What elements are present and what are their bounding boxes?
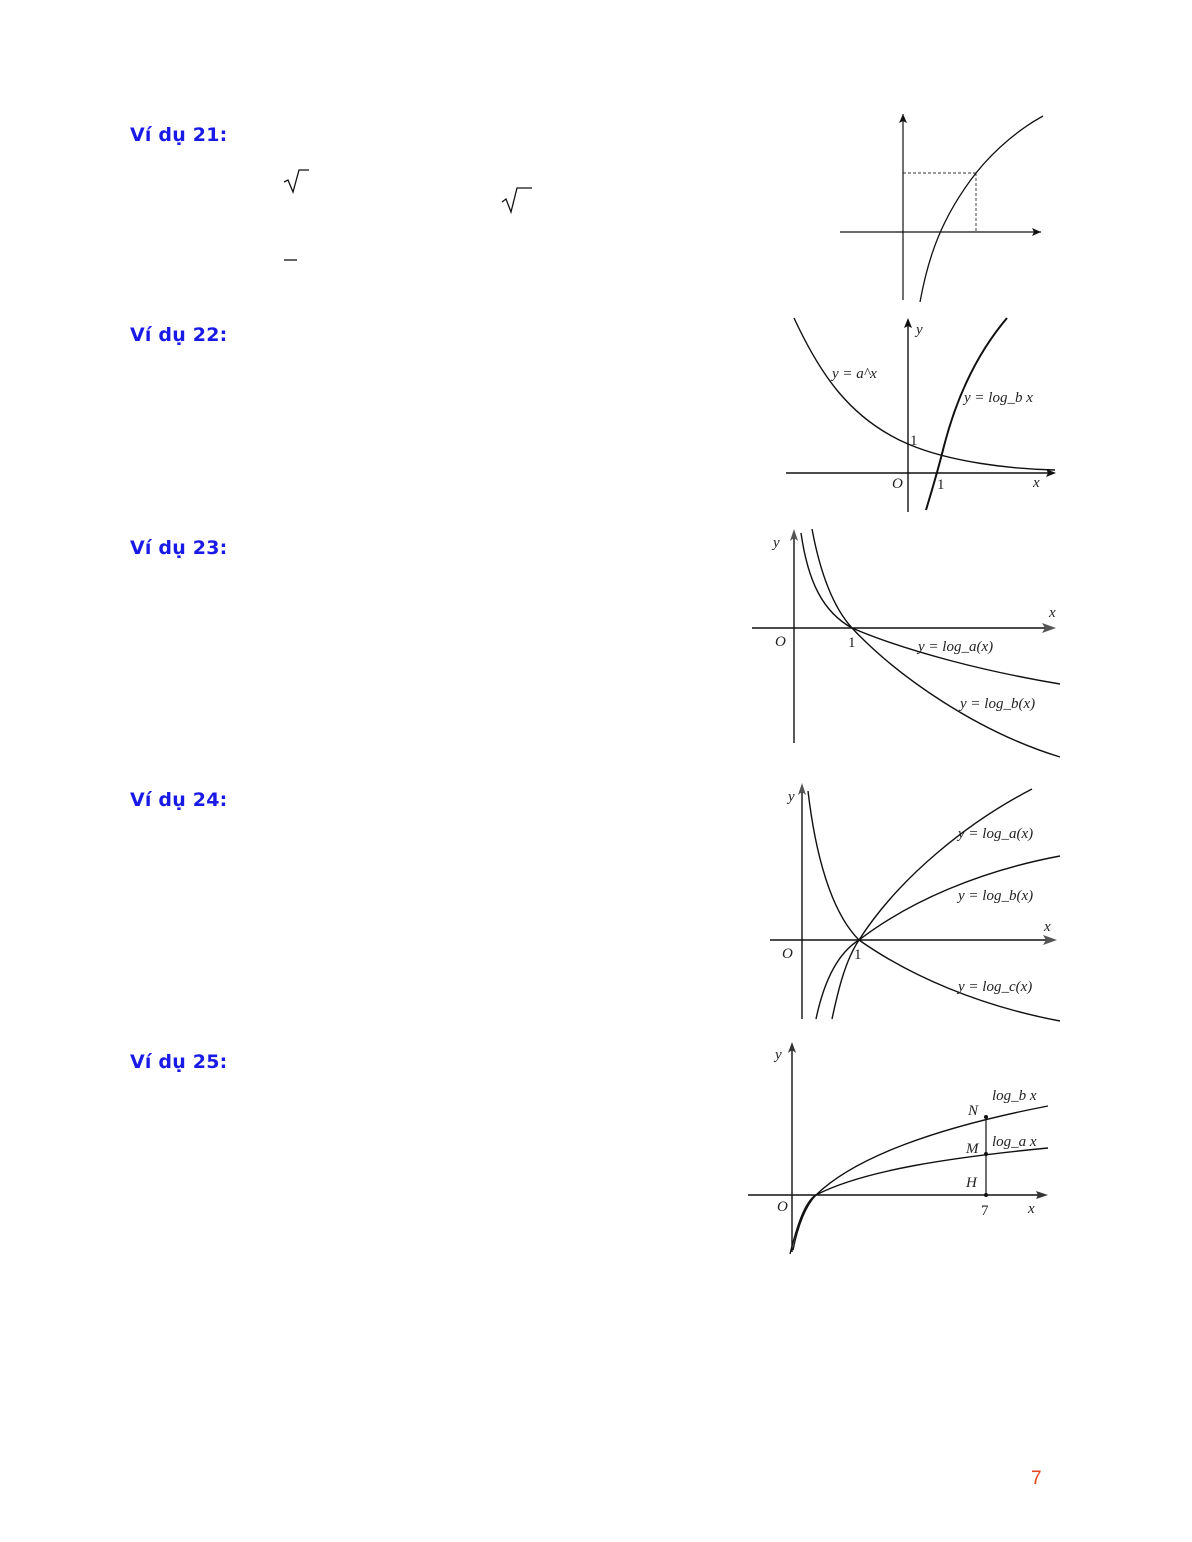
curve-label-log-b: y = log_b(x) (958, 888, 1034, 904)
figure-24-graph (760, 781, 1064, 1021)
log-b-curve (793, 1106, 1048, 1250)
curve-label-log-a: y = log_a(x) (918, 639, 994, 655)
label-n: N (968, 1103, 979, 1119)
example-22-label: Ví dụ 22: (130, 324, 228, 346)
log-a-curve (801, 533, 1060, 684)
curve-label-log-a: log_a x (992, 1134, 1037, 1150)
origin-label: O (892, 476, 903, 492)
radical-sign-1 (282, 168, 310, 194)
example-25-label: Ví dụ 25: (130, 1051, 228, 1073)
figure-21-svg (836, 108, 1046, 304)
example-24-label: Ví dụ 24: (130, 789, 228, 811)
page-number: 7 (1031, 1468, 1042, 1489)
y-axis-label: y (788, 789, 795, 805)
label-m: M (966, 1141, 979, 1157)
x-axis-label: x (1049, 605, 1056, 621)
curve-label-log: y = log_b x (964, 390, 1033, 406)
curve-label-log-b: log_b x (992, 1088, 1037, 1104)
x-tick-1: 1 (937, 477, 945, 493)
log-a-curve (790, 1148, 1048, 1254)
radical-sign-2 (500, 184, 534, 214)
figure-22-graph (780, 314, 1070, 516)
origin-label: O (777, 1199, 788, 1215)
x-tick-7: 7 (981, 1203, 989, 1219)
log-curve (920, 116, 1043, 302)
y-axis-label: y (773, 535, 780, 551)
curve-label-log-b: y = log_b(x) (960, 696, 1036, 712)
curve-label-exp: y = a^x (832, 366, 877, 382)
figure-23-graph (748, 527, 1064, 759)
x-tick-1: 1 (848, 635, 856, 651)
curve-label-log-a: y = log_a(x) (958, 826, 1034, 842)
fraction-bar (284, 258, 298, 262)
x-tick-1: 1 (854, 947, 862, 963)
x-axis-label: x (1033, 475, 1040, 491)
figure-25-graph (744, 1040, 1056, 1256)
example-21-label: Ví dụ 21: (130, 124, 228, 146)
y-tick-1: 1 (910, 433, 918, 449)
y-axis-label: y (775, 1047, 782, 1063)
label-h: H (966, 1175, 977, 1191)
example-23-label: Ví dụ 23: (130, 537, 228, 559)
point-m (984, 1152, 988, 1156)
y-axis-label: y (916, 322, 923, 338)
figure-21-graph (836, 108, 1046, 304)
x-axis-label: x (1028, 1201, 1035, 1217)
origin-label: O (775, 634, 786, 650)
curve-label-log-c: y = log_c(x) (958, 979, 1033, 995)
point-h (984, 1193, 988, 1197)
point-n (984, 1115, 988, 1119)
x-axis-label: x (1044, 919, 1051, 935)
origin-label: O (782, 946, 793, 962)
